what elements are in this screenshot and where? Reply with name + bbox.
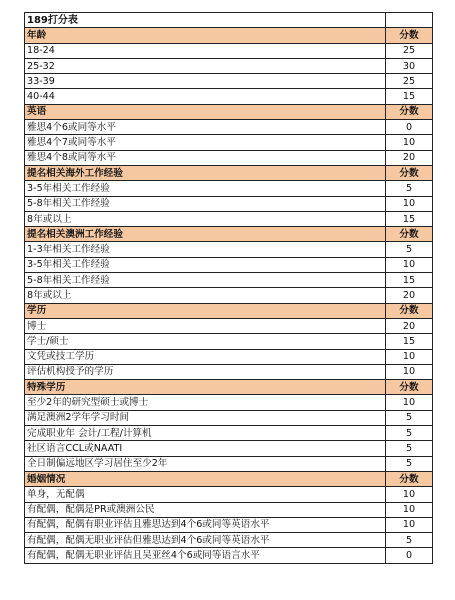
section-header-row	[25, 165, 433, 180]
criterion-score: 10	[386, 196, 433, 211]
title-empty-cell	[386, 13, 433, 28]
criterion-label: 雅思4个6或同等水平	[25, 120, 386, 135]
section-score-header: 分数	[386, 380, 433, 395]
table-row	[25, 533, 433, 548]
criterion-label: 25-32	[25, 58, 386, 73]
table-row	[25, 196, 433, 211]
section-score-header: 分数	[386, 28, 433, 43]
criterion-label: 全日制偏远地区学习居住至少2年	[25, 456, 386, 471]
table-row	[25, 43, 433, 58]
table-row	[25, 58, 433, 73]
section-score-header: 分数	[386, 303, 433, 318]
table-row	[25, 364, 433, 379]
criterion-score: 20	[386, 150, 433, 165]
criterion-label: 完成职业年 会计/工程/计算机	[25, 426, 386, 441]
table-row	[25, 211, 433, 226]
criterion-label: 1-3年相关工作经验	[25, 242, 386, 257]
criterion-score: 30	[386, 58, 433, 73]
section-title: 英语	[25, 104, 386, 119]
criterion-label: 学士/硕士	[25, 334, 386, 349]
criterion-score: 5	[386, 456, 433, 471]
section-title: 年龄	[25, 28, 386, 43]
table-row	[25, 120, 433, 135]
table-row	[25, 441, 433, 456]
section-title: 婚姻情况	[25, 471, 386, 486]
criterion-score: 5	[386, 426, 433, 441]
criterion-label: 3-5年相关工作经验	[25, 181, 386, 196]
criterion-label: 至少2年的研究型硕士或博士	[25, 395, 386, 410]
section-header-row	[25, 380, 433, 395]
criterion-label: 40-44	[25, 89, 386, 104]
criterion-label: 单身，无配偶	[25, 487, 386, 502]
section-score-header: 分数	[386, 104, 433, 119]
criterion-score: 15	[386, 89, 433, 104]
criterion-score: 10	[386, 364, 433, 379]
table-row	[25, 318, 433, 333]
table-row	[25, 517, 433, 532]
criterion-score: 5	[386, 181, 433, 196]
criterion-label: 3-5年相关工作经验	[25, 257, 386, 272]
table-row	[25, 273, 433, 288]
criterion-score: 0	[386, 120, 433, 135]
section-header-row	[25, 104, 433, 119]
section-header-row	[25, 303, 433, 318]
table-row	[25, 150, 433, 165]
criterion-score: 10	[386, 257, 433, 272]
section-score-header: 分数	[386, 227, 433, 242]
section-header-row	[25, 28, 433, 43]
score-sheet	[24, 12, 432, 564]
section-title: 提名相关澳洲工作经验	[25, 227, 386, 242]
criterion-label: 5-8年相关工作经验	[25, 196, 386, 211]
criterion-score: 15	[386, 334, 433, 349]
criterion-score: 25	[386, 43, 433, 58]
criterion-score: 20	[386, 288, 433, 303]
table-row	[25, 426, 433, 441]
table-row	[25, 89, 433, 104]
table-row	[25, 349, 433, 364]
criterion-label: 有配偶，配偶有职业评估且雅思达到4个6或同等英语水平	[25, 517, 386, 532]
table-row	[25, 135, 433, 150]
criterion-label: 有配偶，配偶无职业评估且吴亚丝4个6或同等语言水平	[25, 548, 386, 563]
table-title: 189打分表	[25, 13, 386, 28]
table-row	[25, 257, 433, 272]
section-score-header: 分数	[386, 165, 433, 180]
criterion-label: 满足澳洲2学年学习时间	[25, 410, 386, 425]
table-row	[25, 181, 433, 196]
criterion-score: 10	[386, 349, 433, 364]
section-title: 提名相关海外工作经验	[25, 165, 386, 180]
criterion-label: 33-39	[25, 74, 386, 89]
criterion-label: 8年或以上	[25, 211, 386, 226]
table-row	[25, 288, 433, 303]
table-row	[25, 395, 433, 410]
criterion-score: 5	[386, 242, 433, 257]
criterion-score: 5	[386, 533, 433, 548]
criterion-label: 有配偶，配偶无职业评估但雅思达到4个6或同等英语水平	[25, 533, 386, 548]
table-row	[25, 242, 433, 257]
criterion-label: 5-8年相关工作经验	[25, 273, 386, 288]
section-header-row	[25, 227, 433, 242]
section-title: 学历	[25, 303, 386, 318]
criterion-label: 文凭或技工学历	[25, 349, 386, 364]
section-header-row	[25, 471, 433, 486]
criterion-label: 评估机构授予的学历	[25, 364, 386, 379]
criterion-score: 15	[386, 211, 433, 226]
criterion-label: 18-24	[25, 43, 386, 58]
points-table	[24, 12, 433, 564]
criterion-score: 5	[386, 410, 433, 425]
criterion-label: 8年或以上	[25, 288, 386, 303]
criterion-score: 20	[386, 318, 433, 333]
table-row	[25, 502, 433, 517]
criterion-score: 5	[386, 441, 433, 456]
criterion-score: 10	[386, 487, 433, 502]
table-row	[25, 548, 433, 563]
criterion-label: 有配偶，配偶是PR或澳洲公民	[25, 502, 386, 517]
section-score-header: 分数	[386, 471, 433, 486]
criterion-score: 10	[386, 517, 433, 532]
table-row	[25, 334, 433, 349]
table-row	[25, 456, 433, 471]
criterion-score: 10	[386, 135, 433, 150]
criterion-label: 博士	[25, 318, 386, 333]
table-row	[25, 410, 433, 425]
criterion-label: 雅思4个8或同等水平	[25, 150, 386, 165]
criterion-label: 社区语言CCL或NAATI	[25, 441, 386, 456]
criterion-score: 15	[386, 273, 433, 288]
title-row	[25, 13, 433, 28]
criterion-label: 雅思4个7或同等水平	[25, 135, 386, 150]
criterion-score: 25	[386, 74, 433, 89]
criterion-score: 10	[386, 502, 433, 517]
criterion-score: 10	[386, 395, 433, 410]
table-row	[25, 74, 433, 89]
section-title: 特殊学历	[25, 380, 386, 395]
criterion-score: 0	[386, 548, 433, 563]
table-row	[25, 487, 433, 502]
